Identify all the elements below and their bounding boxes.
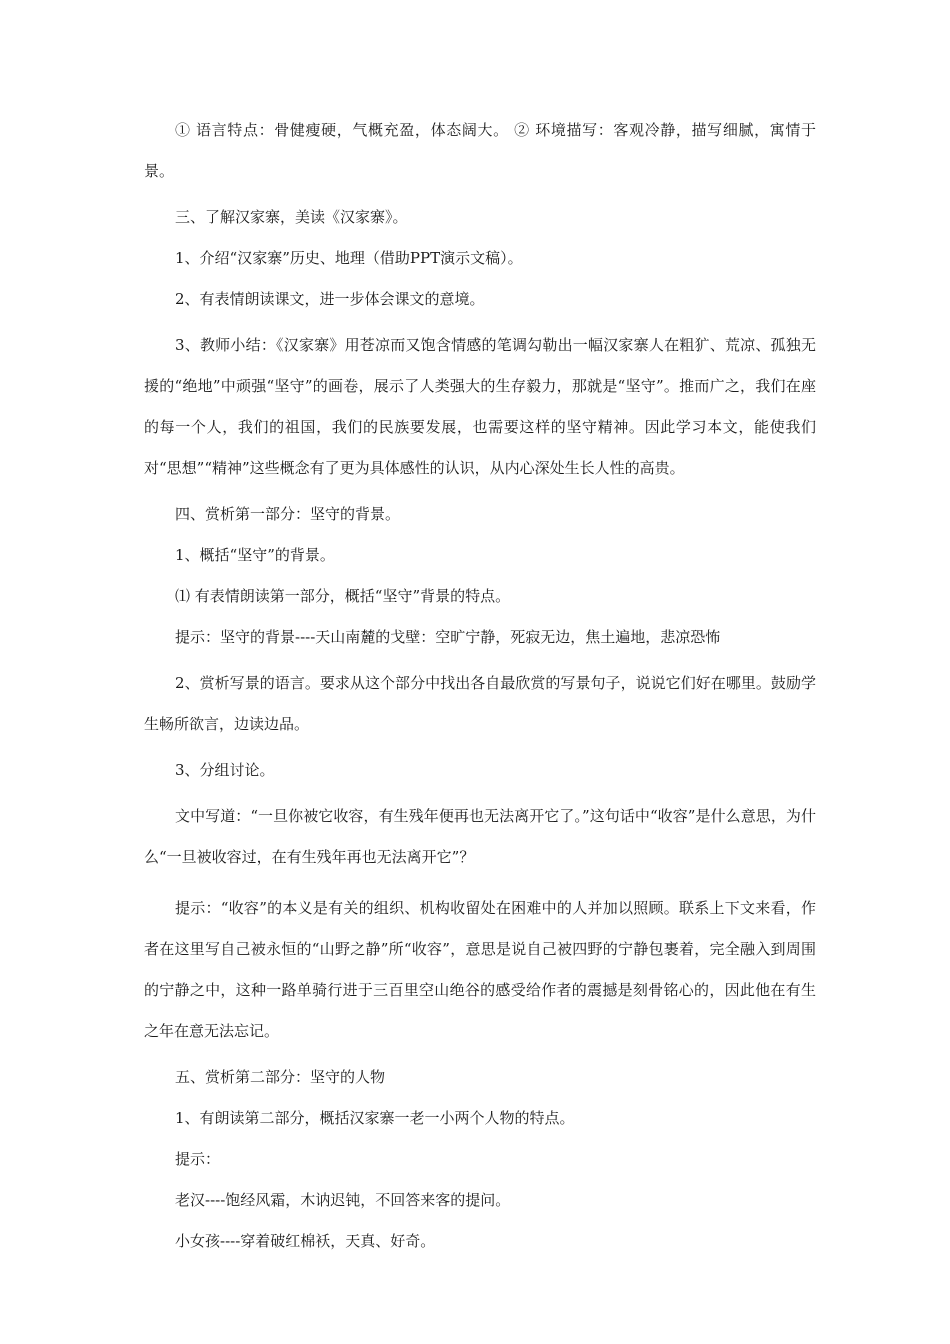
list-item: ⑴ 有表情朗读第一部分，概括“坚守”背景的特点。 (175, 587, 511, 605)
section-heading-4: 四、赏析第一部分：坚守的背景。 (175, 505, 401, 523)
character-description: 小女孩----穿着破红棉袄，天真、好奇。 (175, 1232, 436, 1250)
hint-paragraph: 提示：坚守的背景----天山南麓的戈壁：空旷宁静，死寂无边，焦土遍地，悲凉恐怖 (175, 628, 721, 646)
list-item: 3、分组讨论。 (175, 761, 275, 779)
paragraph-language-features: ① 语言特点：骨健瘦硬，气概充盈，体态阔大。 ② 环境描写：客观冷静，描写细腻，寓情于景。 (144, 121, 816, 180)
paragraph-teacher-summary: 3、教师小结：《汉家寨》用苍凉而又饱含情感的笔调勾勒出一幅汉家寨人在粗犷、荒凉、孤独无援的“绝地”中顽强“坚守”的画卷，展示了人类强大的生存毅力，那就是“坚守”。推而广之，我们在座的每一个人，我们的祖国，我们的民族要发展，也需要这样的坚守精神。因此学习本文，能使我们对“思想”“精神”这些概念有了更为具体感性的认识，从内心深处生长人性的高贵。 (144, 336, 816, 477)
list-item: 1、概括“坚守”的背景。 (175, 546, 335, 564)
section-heading-3: 三、了解汉家寨，美读《汉家寨》。 (175, 208, 408, 226)
document-body (144, 110, 816, 1267)
hint-paragraph: 提示：“收容”的本义是有关的组织、机构收留处在困难中的人并加以照顾。联系上下文来看，作者在这里写自己被永恒的“山野之静”所“收容”，意思是说自己被四野的宁静包裹着，完全融入到周围的宁静之中，这种一路单骑行进于三百里空山绝谷的感受给作者的震撼是刻骨铭心的，因此他在有生之年在意无法忘记。 (144, 899, 816, 1040)
list-item: 1、有朗读第二部分，概括汉家寨一老一小两个人物的特点。 (175, 1109, 575, 1127)
list-item: 1、介绍“汉家寨”历史、地理（借助PPT演示文稿）。 (175, 249, 523, 267)
section-heading-5: 五、赏析第二部分：坚守的人物 (175, 1068, 386, 1086)
hint-label: 提示： (175, 1150, 221, 1168)
character-description: 老汉----饱经风霜，木讷迟钝，不回答来客的提问。 (175, 1191, 511, 1209)
list-item: 2、赏析写景的语言。要求从这个部分中找出各自最欣赏的写景句子，说说它们好在哪里。鼓励学生畅所欲言，边读边品。 (144, 674, 816, 733)
paragraph-quote-question: 文中写道：“一旦你被它收容，有生残年便再也无法离开它了。”这句话中“收容”是什么意思，为什么“一旦被收容过，在有生残年再也无法离开它”？ (144, 807, 816, 866)
list-item: 2、有表情朗读课文，进一步体会课文的意境。 (175, 290, 485, 308)
